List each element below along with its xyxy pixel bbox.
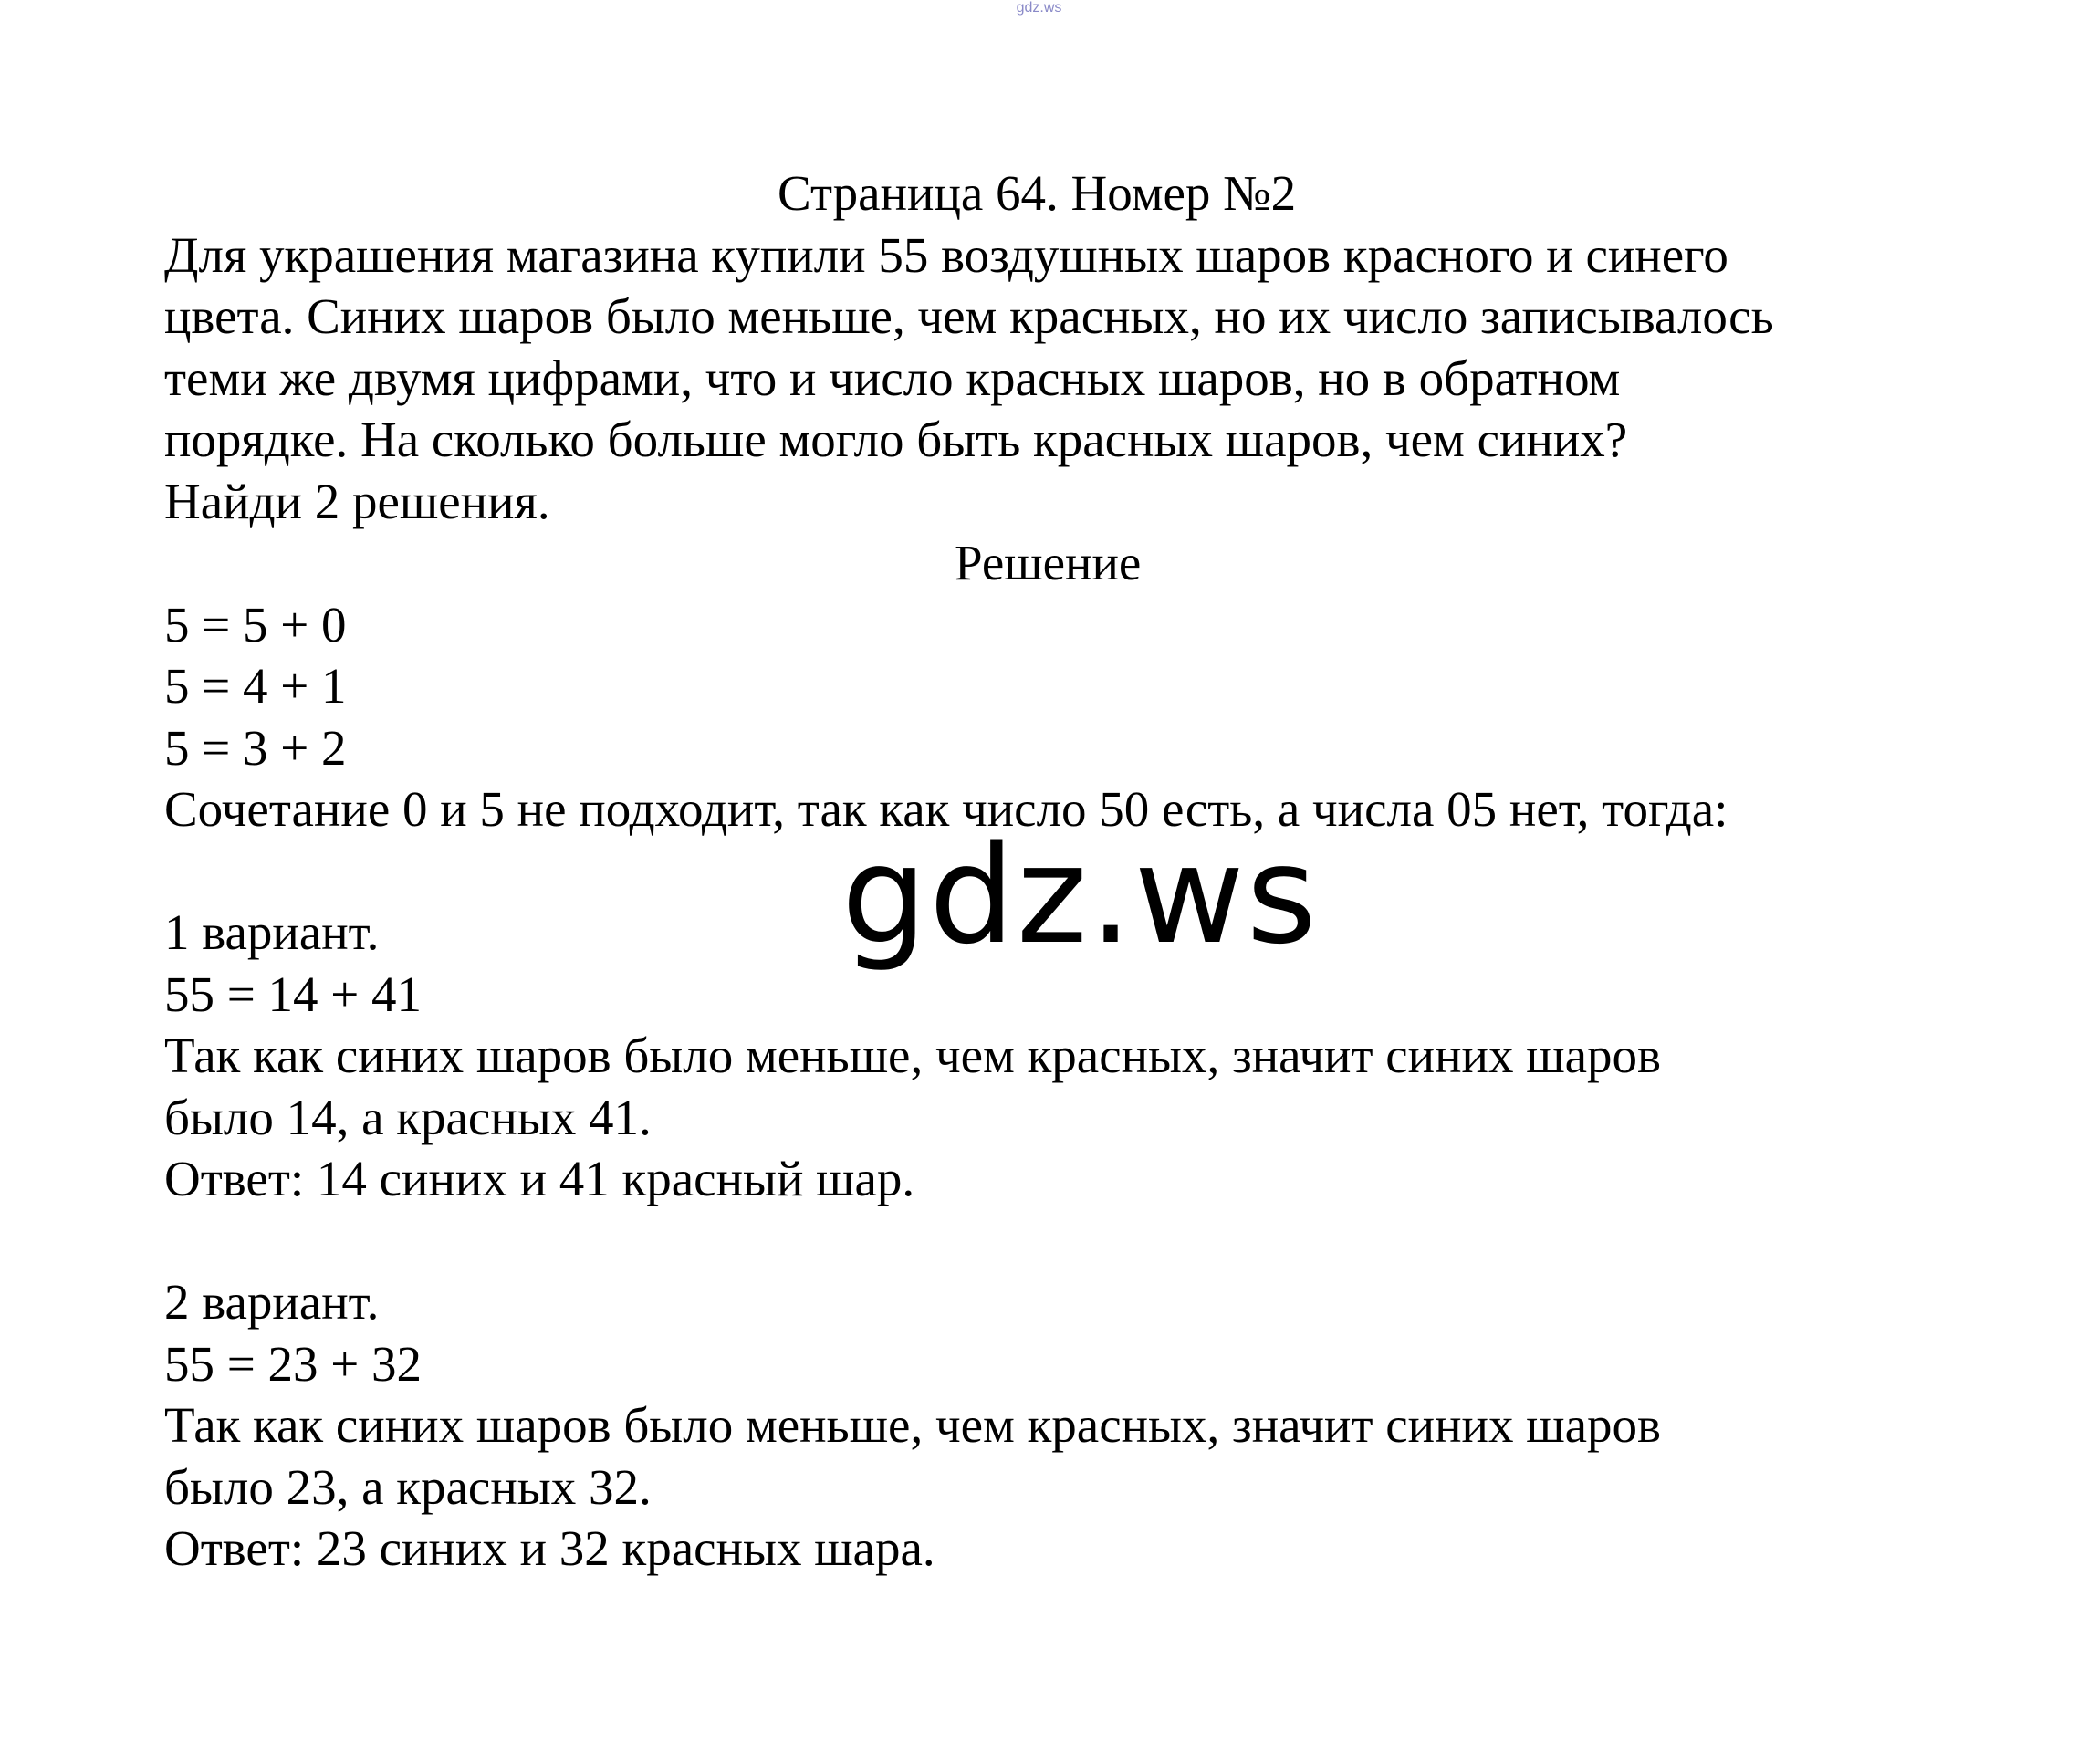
decomposition-item: 5 = 4 + 1	[164, 658, 347, 714]
problem-line: Для украшения магазина купили 55 воздушных шаров красного и синего	[164, 226, 1728, 283]
variant-explanation: Так как синих шаров было меньше, чем красных, значит синих шаров	[164, 1028, 1661, 1083]
page-title: Страница 64. Номер №2	[778, 165, 1297, 221]
watermark: gdz.ws	[841, 817, 1319, 974]
problem-statement	[164, 224, 1989, 533]
problem-line: Найди 2 решения.	[164, 473, 550, 529]
problem-line: порядке. На сколько больше могло быть красных шаров, чем синих?	[164, 412, 1628, 467]
combination-note: Сочетание 0 и 5 не подходит, так как число 50 есть, а числа 05 нет, тогда:	[164, 781, 1728, 837]
variant-heading: 2 вариант.	[164, 1274, 380, 1330]
variant-answer: Ответ: 23 синих и 32 красных шара.	[164, 1520, 935, 1576]
variant-answer: Ответ: 14 синих и 41 красный шар.	[164, 1151, 915, 1206]
decomposition-item: 5 = 3 + 2	[164, 719, 347, 776]
problem-line: цвета. Синих шаров было меньше, чем красных, но их число записывалось	[164, 288, 1774, 344]
decomposition-list	[164, 594, 1989, 779]
variant-2	[164, 1271, 1989, 1580]
variant-explanation: Так как синих шаров было меньше, чем красных, значит синих шаров	[164, 1397, 1661, 1453]
problem-line: теми же двумя цифрами, что и число красных шаров, но в обратном	[164, 350, 1621, 406]
variant-equation: 55 = 14 + 41	[164, 966, 423, 1022]
variant-explanation: было 23, а красных 32.	[164, 1458, 652, 1515]
site-mark: gdz.ws	[1016, 0, 1062, 16]
decomposition-item: 5 = 5 + 0	[164, 596, 347, 652]
spacer	[164, 1210, 1989, 1272]
variant-heading: 1 вариант.	[164, 904, 380, 960]
solution-heading: Решение	[955, 535, 1142, 590]
variant-equation: 55 = 23 + 32	[164, 1335, 423, 1392]
variant-explanation: было 14, а красных 41.	[164, 1089, 652, 1145]
